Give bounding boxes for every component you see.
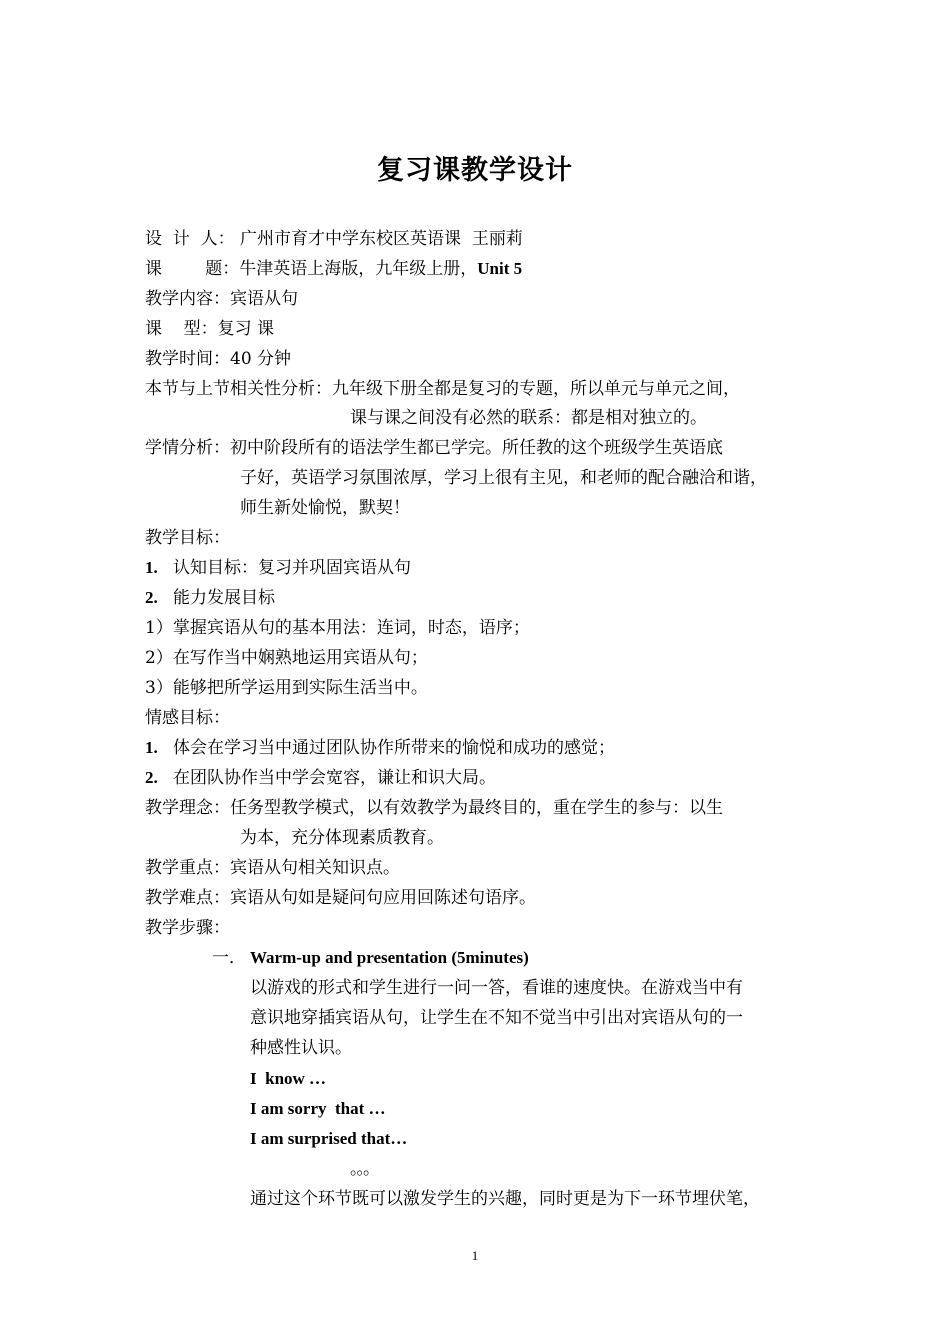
- topic-row: [145, 258, 522, 280]
- emotion-item-2: [145, 767, 496, 789]
- philosophy-line2: 为本，充分体现素质教育。: [240, 828, 444, 848]
- emotion-item-number: 1.: [145, 738, 158, 757]
- emotion-item-text: 体会在学习当中通过团队协作所带来的愉悦和成功的感觉；: [173, 738, 615, 758]
- relevance-label: 本节与上节相关性分析：: [145, 379, 332, 399]
- content-value: 宾语从句: [230, 289, 298, 309]
- document-title: 复习课教学设计: [377, 155, 573, 186]
- emotion-item-number: 2.: [145, 768, 158, 787]
- designer-row: [145, 228, 523, 250]
- emotion-item-text: 在团队协作当中学会宽容，谦让和识大局。: [173, 768, 496, 788]
- student-analysis-line2: 子好，英语学习氛围浓厚，学习上很有主见，和老师的配合融洽和谐，: [240, 468, 767, 488]
- emotion-label: 情感目标：: [145, 708, 230, 728]
- goal-sub-1: 1）掌握宾语从句的基本用法：连词，时态，语序；: [145, 618, 530, 638]
- relevance-row: [145, 378, 740, 400]
- difficulty-label: 教学难点：: [145, 888, 230, 908]
- step1-number: 一．: [212, 948, 246, 968]
- step1-closing: 通过这个环节既可以激发学生的兴趣，同时更是为下一环节埋伏笔，: [250, 1189, 760, 1209]
- key-point-value: 宾语从句相关知识点。: [230, 858, 400, 878]
- topic-value: 牛津英语上海版，九年级上册，: [239, 259, 478, 279]
- lesson-type-value: 复习 课: [217, 319, 275, 339]
- relevance-line1: 九年级下册全都是复习的专题，所以单元与单元之间，: [332, 379, 740, 399]
- time-label: 教学时间：: [145, 349, 230, 369]
- goals-label: 教学目标：: [145, 528, 230, 548]
- difficulty-value: 宾语从句如是疑问句应用回陈述句语序。: [230, 888, 536, 908]
- ellipsis-dots: 。。。: [350, 1159, 378, 1179]
- example-sentence-1: I know …: [250, 1069, 327, 1088]
- designer-value: 广州市育才中学东校区英语课 王丽莉: [234, 229, 523, 249]
- student-analysis-row: [145, 437, 723, 459]
- lesson-type-row: [145, 318, 274, 340]
- designer-label: 设 计 人：: [145, 229, 235, 249]
- page-number: 1: [471, 1248, 479, 1263]
- example-sentence-3: I am surprised that…: [250, 1129, 408, 1148]
- goal-item-1: [145, 557, 411, 579]
- goal-item-text: 认知目标：复习并巩固宾语从句: [173, 558, 411, 578]
- lesson-type-label: 课 型：: [145, 319, 218, 339]
- goal-item-number: 2.: [145, 588, 158, 607]
- emotion-item-1: [145, 737, 615, 759]
- philosophy-label: 教学理念：: [145, 798, 230, 818]
- student-analysis-line1: 初中阶段所有的语法学生都已学完。所任教的这个班级学生英语底: [230, 438, 723, 458]
- time-value: 40 分钟: [230, 349, 292, 369]
- goal-sub-3: 3）能够把所学运用到实际生活当中。: [145, 678, 428, 698]
- step1-title: Warm-up and presentation (5minutes): [250, 948, 529, 967]
- student-analysis-line3: 师生新处愉悦，默契！: [240, 498, 410, 518]
- goal-item-2: [145, 587, 275, 609]
- time-row: [145, 348, 291, 370]
- philosophy-row: [145, 797, 723, 819]
- step1-heading: [212, 947, 529, 969]
- topic-label: 课 题：: [145, 259, 240, 279]
- step1-para-line2: 意识地穿插宾语从句，让学生在不知不觉当中引出对宾语从句的一: [250, 1008, 743, 1028]
- content-row: [145, 288, 298, 310]
- difficulty-row: [145, 887, 536, 909]
- content-label: 教学内容：: [145, 289, 230, 309]
- steps-label: 教学步骤：: [145, 918, 230, 938]
- goal-item-number: 1.: [145, 558, 158, 577]
- relevance-line2: 课与课之间没有必然的联系：都是相对独立的。: [350, 408, 707, 428]
- key-point-label: 教学重点：: [145, 858, 230, 878]
- topic-unit: Unit 5: [477, 259, 523, 278]
- example-sentence-2: I am sorry that …: [250, 1099, 386, 1118]
- student-analysis-label: 学情分析：: [145, 438, 230, 458]
- key-point-row: [145, 857, 400, 879]
- goal-item-text: 能力发展目标: [173, 588, 275, 608]
- step1-para-line1: 以游戏的形式和学生进行一问一答，看谁的速度快。在游戏当中有: [250, 978, 743, 998]
- goal-sub-2: 2）在写作当中娴熟地运用宾语从句；: [145, 648, 428, 668]
- philosophy-line1: 任务型教学模式，以有效教学为最终目的，重在学生的参与：以生: [230, 798, 723, 818]
- step1-para-line3: 种感性认识。: [250, 1038, 352, 1058]
